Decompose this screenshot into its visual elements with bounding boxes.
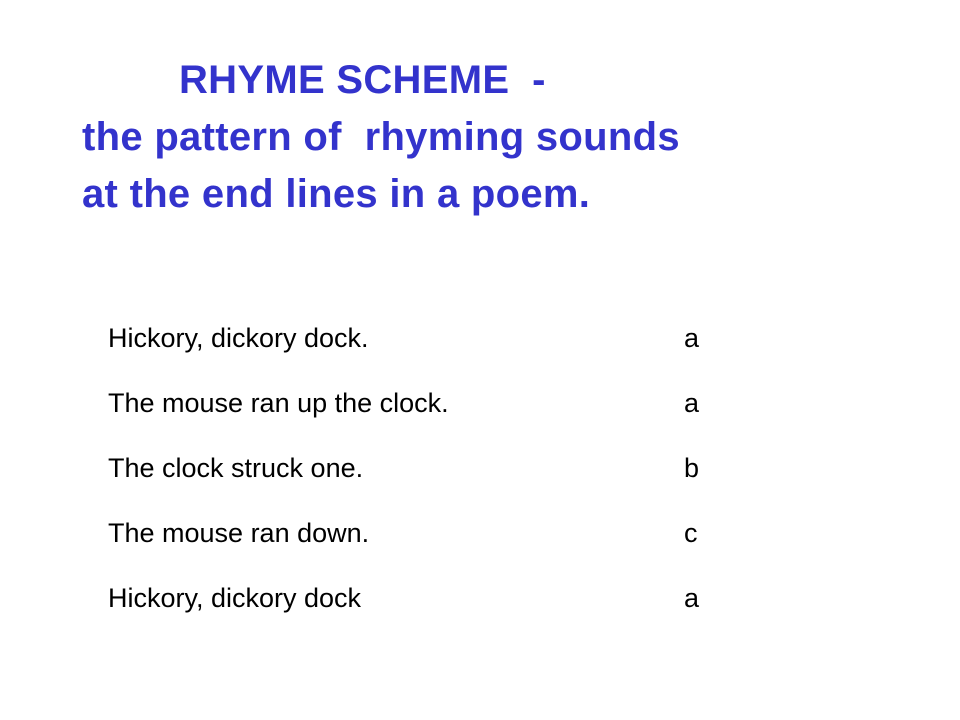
title-line-definition: at the end lines in a poem.: [82, 172, 591, 216]
poem-row: [108, 501, 748, 566]
rhyme-label: a: [684, 388, 700, 418]
poem-example: [108, 306, 748, 631]
title-line-definition: the pattern of rhyming sounds: [82, 115, 680, 159]
poem-line: The mouse ran up the clock.: [108, 388, 449, 418]
rhyme-label: a: [684, 323, 700, 353]
poem-row: [108, 371, 748, 436]
poem-row: [108, 436, 748, 501]
poem-line: Hickory, dickory dock: [108, 583, 362, 613]
slide-title: [82, 52, 942, 223]
rhyme-label: c: [684, 518, 698, 548]
poem-line: Hickory, dickory dock.: [108, 323, 369, 353]
rhyme-label: a: [684, 583, 700, 613]
poem-row: [108, 566, 748, 631]
poem-line: The mouse ran down.: [108, 518, 370, 548]
poem-line: The clock struck one.: [108, 453, 364, 483]
poem-row: [108, 306, 748, 371]
title-line-heading: RHYME SCHEME -: [179, 58, 546, 102]
rhyme-label: b: [684, 453, 700, 483]
